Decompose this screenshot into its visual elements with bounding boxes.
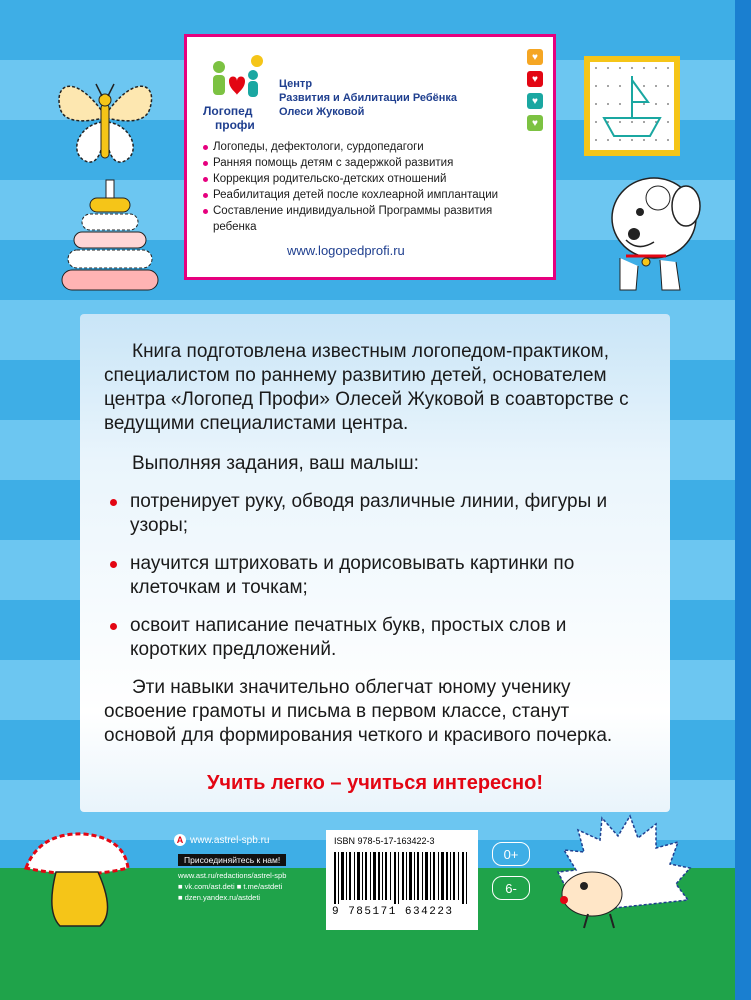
- logoped-profi-logo: [201, 51, 271, 141]
- barcode-box: [326, 830, 478, 930]
- svg-text:профи: профи: [215, 118, 255, 132]
- heart-icon: ♥: [527, 71, 543, 87]
- center-website-link[interactable]: www.logopedprofi.ru: [287, 243, 405, 258]
- tasks-intro: Выполняя задания, ваш малыш:: [132, 453, 419, 474]
- dzen-link[interactable]: dzen.yandex.ru/astdeti: [184, 893, 261, 902]
- closing-paragraph: Эти навыки значительно облегчат юному ученику освоение грамоты и письма в первом классе, станут основой для формирования четкого и красивого почерка.: [104, 677, 613, 746]
- publisher-site-link[interactable]: www.astrel-spb.ru: [190, 834, 270, 846]
- center-name-line3: Олеси Жуковой: [279, 106, 365, 118]
- service-item: Реабилитация детей после кохлеарной имплантации: [203, 187, 533, 203]
- redaction-link[interactable]: www.ast.ru/redactions/astrel-spb: [178, 871, 287, 880]
- barcode-digits: 9 785171 634223: [332, 906, 454, 918]
- butterfly-illustration: [46, 64, 164, 174]
- vk-link[interactable]: vk.com/ast.deti: [184, 882, 235, 891]
- service-item: Логопеды, дефектологи, сурдопедагоги: [203, 139, 533, 155]
- services-list: [203, 139, 533, 235]
- heart-icon: ♥: [527, 49, 543, 65]
- join-us-label: Присоединяйтесь к нам!: [178, 854, 286, 866]
- social-links: [178, 870, 286, 903]
- description-panel: [80, 314, 670, 812]
- center-name-line1: Центр: [279, 78, 313, 90]
- astrel-logo-icon: A: [174, 834, 186, 846]
- benefit-item: освоит написание печатных букв, простых слов и коротких предложений.: [104, 614, 646, 662]
- slogan: Учить легко – учиться интересно!: [206, 772, 543, 794]
- mushroom-illustration: [20, 828, 132, 932]
- service-item: Ранняя помощь детям с задержкой развития: [203, 155, 533, 171]
- barcode: [332, 852, 472, 904]
- vk-icon: ■: [178, 882, 183, 891]
- heart-icon: ♥: [527, 93, 543, 109]
- telegram-link[interactable]: t.me/astdeti: [243, 882, 283, 891]
- center-name: [279, 77, 457, 119]
- age-range-badge: 6-: [492, 876, 530, 900]
- heart-icon: ♥: [527, 115, 543, 131]
- center-info-card: [184, 34, 556, 280]
- isbn-label: ISBN 978-5-17-163422-3: [334, 836, 435, 846]
- imprint-block: [174, 830, 564, 930]
- dzen-icon: ■: [178, 893, 183, 902]
- svg-text:Логопед: Логопед: [203, 104, 253, 118]
- hedgehog-illustration: [548, 812, 698, 932]
- benefit-item: научится штриховать и дорисовывать картинки по клеточкам и точкам;: [104, 552, 646, 600]
- age-rating-badge: 0+: [492, 842, 530, 866]
- publisher-site: [174, 834, 269, 846]
- puppy-illustration: [596, 166, 706, 296]
- pyramid-toy-illustration: [60, 178, 160, 298]
- spine-strip: [735, 0, 751, 1000]
- center-name-line2: Развития и Абилитации Ребёнка: [279, 92, 458, 104]
- telegram-icon: ■: [236, 882, 242, 891]
- benefit-item: потренирует руку, обводя различные линии, фигуры и узоры;: [104, 490, 646, 538]
- dot-grid-boat-illustration: [584, 56, 680, 156]
- service-item: Коррекция родительско-детских отношений: [203, 171, 533, 187]
- intro-paragraph: Книга подготовлена известным логопедом-практиком, специалистом по раннему развитию детей, основателем центра «Логопед Профи» Олесей Жуковой в соавторстве с ведущими специалистами центра.: [104, 341, 629, 434]
- heart-icons: [527, 49, 543, 131]
- service-item: Составление индивидуальной Программы развития ребенка: [203, 203, 533, 235]
